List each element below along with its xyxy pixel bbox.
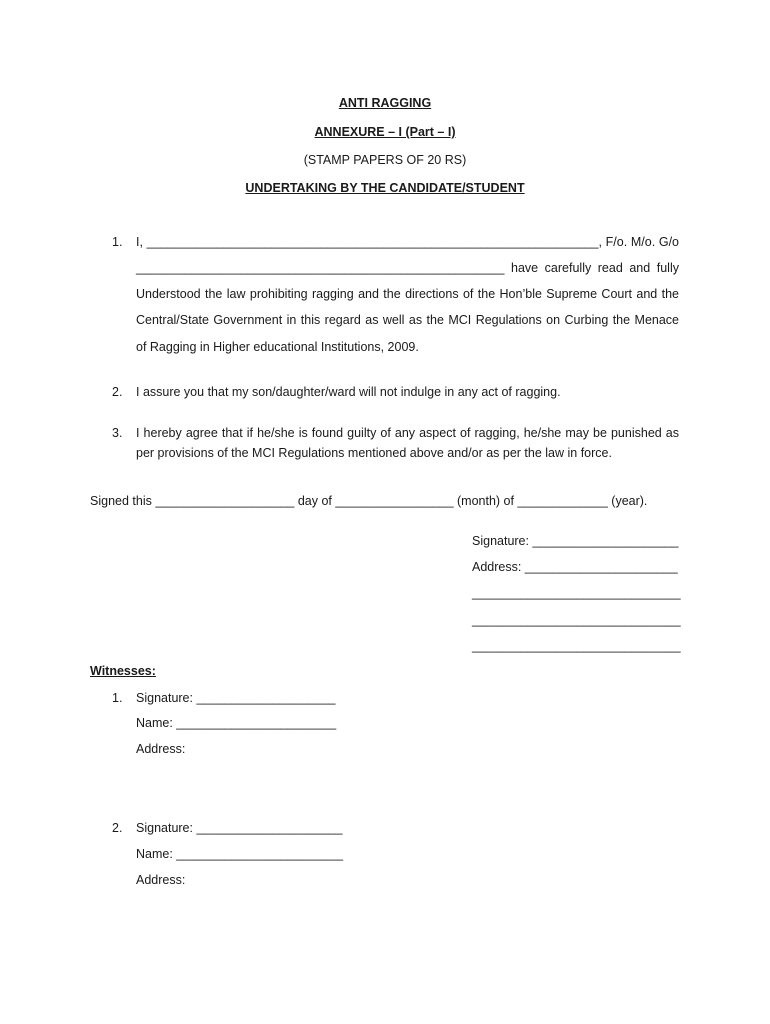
document-title: ANTI RAGGING (338, 96, 432, 110)
witness-1-name: Name: _______________________ (136, 716, 337, 730)
address-blank-line: ______________________________ (472, 586, 681, 600)
signed-date-line: Signed this ____________________ day of _________________ (month) of _____________ (year). (90, 494, 648, 508)
item-number: 2. (112, 385, 123, 399)
stamp-paper-note: (STAMP PAPERS OF 20 RS) (303, 153, 467, 167)
address-blank-line: ______________________________ (472, 639, 681, 653)
item-1-line-5: of Ragging in Higher educational Institutions, 2009. (136, 340, 419, 354)
item-1-line-2: _____________________________________________________ have carefully read and fully (136, 261, 679, 275)
item-3-line-1: I hereby agree that if he/she is found guilty of any aspect of ragging, he/she may be punished as (136, 426, 679, 440)
annexure-heading: ANNEXURE – I (Part – I) (314, 125, 456, 139)
item-1-line-1: I, _________________________________________________________________, F/o. M/o. G/o (136, 235, 679, 249)
item-number: 1. (112, 235, 123, 249)
witness-2-signature: Signature: _____________________ (136, 821, 343, 835)
undertaking-heading: UNDERTAKING BY THE CANDIDATE/STUDENT (245, 181, 525, 195)
witness-2-name: Name: ________________________ (136, 847, 344, 861)
witness-1-signature: Signature: ____________________ (136, 691, 336, 705)
item-1-line-4: Central/State Government in this regard as well as the MCI Regulations on Curbing the Menace (136, 313, 679, 327)
candidate-address-line: Address: ______________________ (472, 560, 678, 574)
item-3-line-2: per provisions of the MCI Regulations mentioned above and/or as per the law in force. (136, 446, 612, 460)
witness-number: 1. (112, 691, 123, 705)
witness-1-address: Address: (136, 742, 186, 756)
witness-number: 2. (112, 821, 123, 835)
witnesses-heading: Witnesses: (90, 664, 156, 678)
candidate-signature-line: Signature: _____________________ (472, 534, 679, 548)
address-blank-line: ______________________________ (472, 613, 681, 627)
witness-2-address: Address: (136, 873, 186, 887)
item-1-line-3: Understood the law prohibiting ragging and the directions of the Hon’ble Supreme Court and the (136, 287, 679, 301)
item-2-line-1: I assure you that my son/daughter/ward will not indulge in any act of ragging. (136, 385, 561, 399)
item-number: 3. (112, 426, 123, 440)
